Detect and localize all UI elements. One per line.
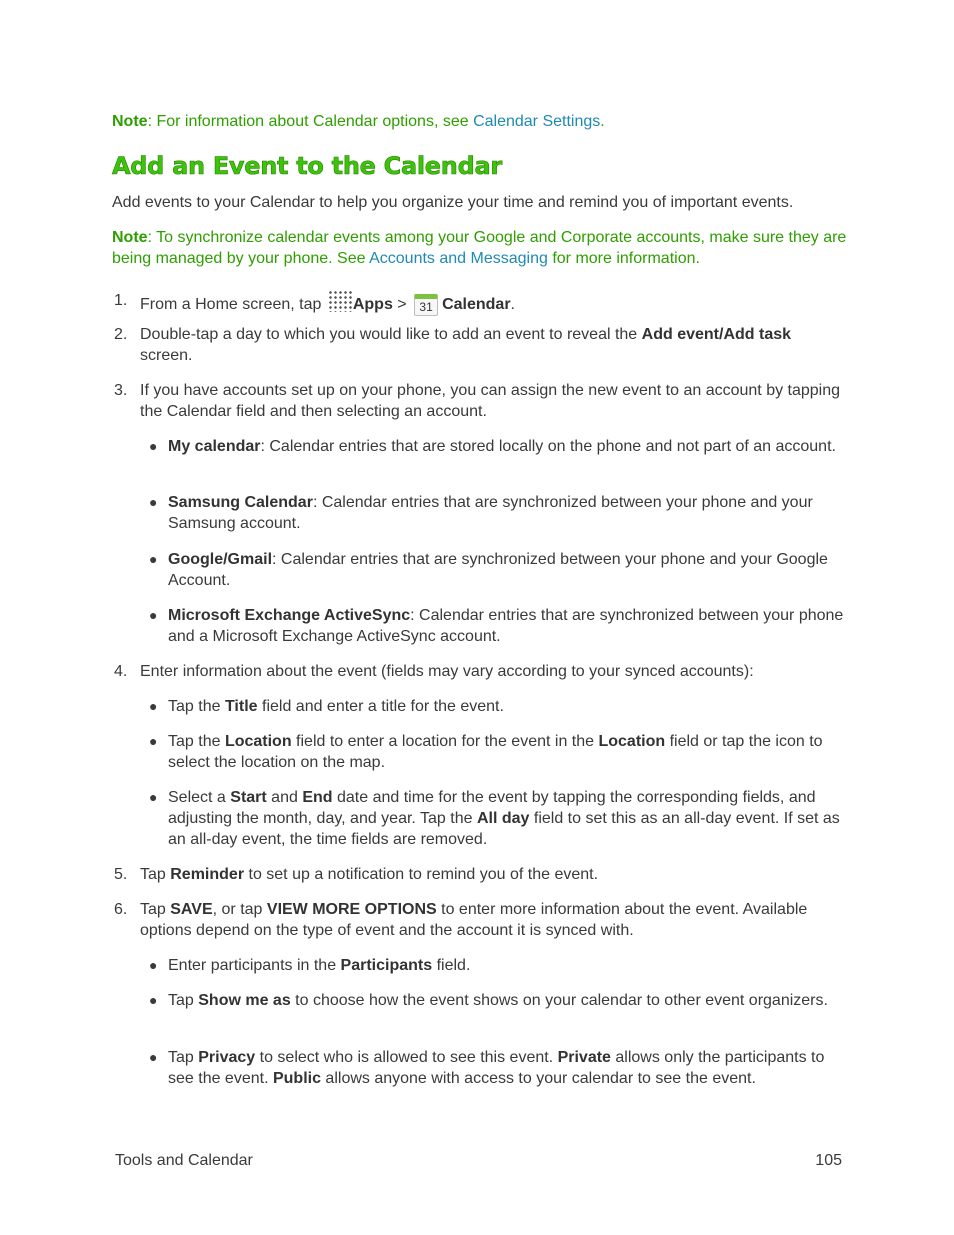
note-label: Note (112, 229, 148, 246)
step-text-part: to enter more information about the event. Available options depend on the type of event and the account it is synced with. (140, 901, 808, 939)
step-text (140, 864, 847, 885)
bullet-text-part: and (266, 789, 303, 806)
bullet-text-part: to select who is allowed to see this event. (255, 1049, 558, 1066)
step-text-part: Tap (140, 901, 171, 918)
bullet-bold: Samsung Calendar (168, 494, 313, 511)
bullet-dot: ● (149, 607, 158, 623)
accounts-messaging-link[interactable]: Accounts and Messaging (369, 250, 548, 267)
step-text-part: , or tap (212, 901, 267, 918)
bullet-bold: Show me as (198, 992, 291, 1009)
step-text (140, 899, 847, 941)
note-label: Note (112, 113, 148, 130)
bullet-dot: ● (149, 733, 158, 749)
step-text-part: to set up a notification to remind you of the event. (244, 866, 599, 883)
bullet-dot: ● (149, 494, 158, 510)
step-text-part: Tap (140, 866, 171, 883)
bullet-text-part: : Calendar entries that are synchronized between your phone and a Microsoft Exchange ActiveSync account. (168, 607, 844, 645)
step-number: 1. (114, 292, 128, 309)
bullet-text-part: : Calendar entries that are synchronized between your phone and your Google Account. (168, 551, 828, 589)
bullet-text (168, 990, 848, 1011)
bullet-text (168, 1047, 848, 1089)
note-end: . (600, 113, 605, 130)
step-number: 2. (114, 326, 128, 343)
step-bold: SAVE (170, 901, 213, 918)
step-text-part: . (510, 296, 515, 313)
bullet-text-part: field and enter a title for the event. (257, 698, 504, 715)
bullet-text-part: Tap (168, 992, 199, 1009)
bullet-text-part: to choose how the event shows on your calendar to other event organizers. (290, 992, 828, 1009)
step-bold: Reminder (170, 866, 245, 883)
bullet-text-part: allows anyone with access to your calendar to see the event. (320, 1070, 756, 1087)
bullet-text (168, 696, 848, 717)
step-text (140, 324, 847, 366)
bullet-text-part: field to set this as an all-day event. If set as an all-day event, the time fields are removed. (168, 810, 840, 848)
bullet-dot: ● (149, 551, 158, 567)
note-sync (112, 227, 847, 269)
calendar-icon: 31 (414, 294, 438, 316)
bullet-text-part: field. (432, 957, 471, 974)
step-text: If you have accounts set up on your phone, you can assign the new event to an account by tapping the Calendar field and then selecting an account. (140, 382, 841, 420)
step-number: 5. (114, 866, 128, 883)
bullet-text-part: field or tap the icon to select the location on the map. (168, 733, 823, 771)
bullet-dot: ● (149, 1049, 158, 1065)
bullet-dot: ● (149, 698, 158, 714)
bullet-bold: End (302, 789, 333, 806)
calendar-label: Calendar (442, 296, 511, 313)
apps-label: Apps (352, 296, 393, 313)
step-bold: Add event/Add task (641, 326, 792, 343)
bullet-text (168, 436, 848, 457)
bullet-bold: Public (272, 1070, 321, 1087)
note-calendar-options (112, 111, 605, 132)
step-number: 3. (114, 382, 128, 399)
bullet-text-part: field to enter a location for the event in the (291, 733, 599, 750)
bullet-bold: Google/Gmail (168, 551, 273, 568)
step-text-part: Double-tap a day to which you would like to add an event to reveal the (140, 326, 642, 343)
bullet-text-part: Tap (168, 1049, 199, 1066)
bullet-text-part: Tap the (168, 733, 225, 750)
bullet-bold: Private (557, 1049, 611, 1066)
bullet-text-part: Tap the (168, 698, 225, 715)
bullet-text-part: Select a (168, 789, 231, 806)
note-end: for more information. (547, 250, 700, 267)
apps-grid-icon (328, 290, 352, 312)
note-text: : For information about Calendar options, see (147, 113, 474, 130)
bullet-bold: Participants (340, 957, 433, 974)
footer-page-number: 105 (815, 1152, 842, 1169)
bullet-bold: Start (230, 789, 267, 806)
calendar-settings-link[interactable]: Calendar Settings (473, 113, 601, 130)
bullet-bold: Microsoft Exchange ActiveSync (168, 607, 411, 624)
bullet-dot: ● (149, 789, 158, 805)
bullet-text-part: allows only the participants to see the event. (168, 1049, 825, 1087)
bullet-text (168, 605, 848, 647)
bullet-text-part: Enter participants in the (168, 957, 341, 974)
bullet-dot: ● (149, 957, 158, 973)
step-text-part: > (392, 296, 412, 313)
step-number: 4. (114, 663, 128, 680)
bullet-text-part: : Calendar entries that are stored locally on the phone and not part of an account. (260, 438, 836, 455)
bullet-dot: ● (149, 992, 158, 1008)
bullet-bold: Title (224, 698, 258, 715)
note-text: : To synchronize calendar events among your Google and Corporate accounts, make sure they are being managed by your phone. See (112, 229, 847, 267)
bullet-bold: Location (598, 733, 666, 750)
step-text-part: screen. (140, 347, 193, 364)
step-bold: VIEW MORE OPTIONS (266, 901, 437, 918)
bullet-text (168, 492, 848, 534)
bullet-text (168, 731, 848, 773)
step-text (140, 290, 847, 316)
bullet-text-part: date and time for the event by tapping the corresponding fields, and adjusting the month, day, and year. Tap the (168, 789, 816, 827)
step-number: 6. (114, 901, 128, 918)
intro-paragraph: Add events to your Calendar to help you organize your time and remind you of important events. (112, 194, 794, 211)
bullet-bold: Location (224, 733, 292, 750)
bullet-text-part: : Calendar entries that are synchronized between your phone and your Samsung account. (168, 494, 813, 532)
bullet-text (168, 955, 848, 976)
step-text: Enter information about the event (fields may vary according to your synced accounts): (140, 663, 754, 680)
step-text-part: From a Home screen, tap (140, 296, 326, 313)
bullet-dot: ● (149, 438, 158, 454)
bullet-bold: My calendar (168, 438, 261, 455)
footer-section-title: Tools and Calendar (115, 1152, 253, 1169)
page-title: Add an Event to the Calendar (112, 152, 502, 180)
bullet-text (168, 549, 848, 591)
bullet-bold: Privacy (198, 1049, 256, 1066)
bullet-bold: All day (476, 810, 530, 827)
bullet-text (168, 787, 848, 850)
